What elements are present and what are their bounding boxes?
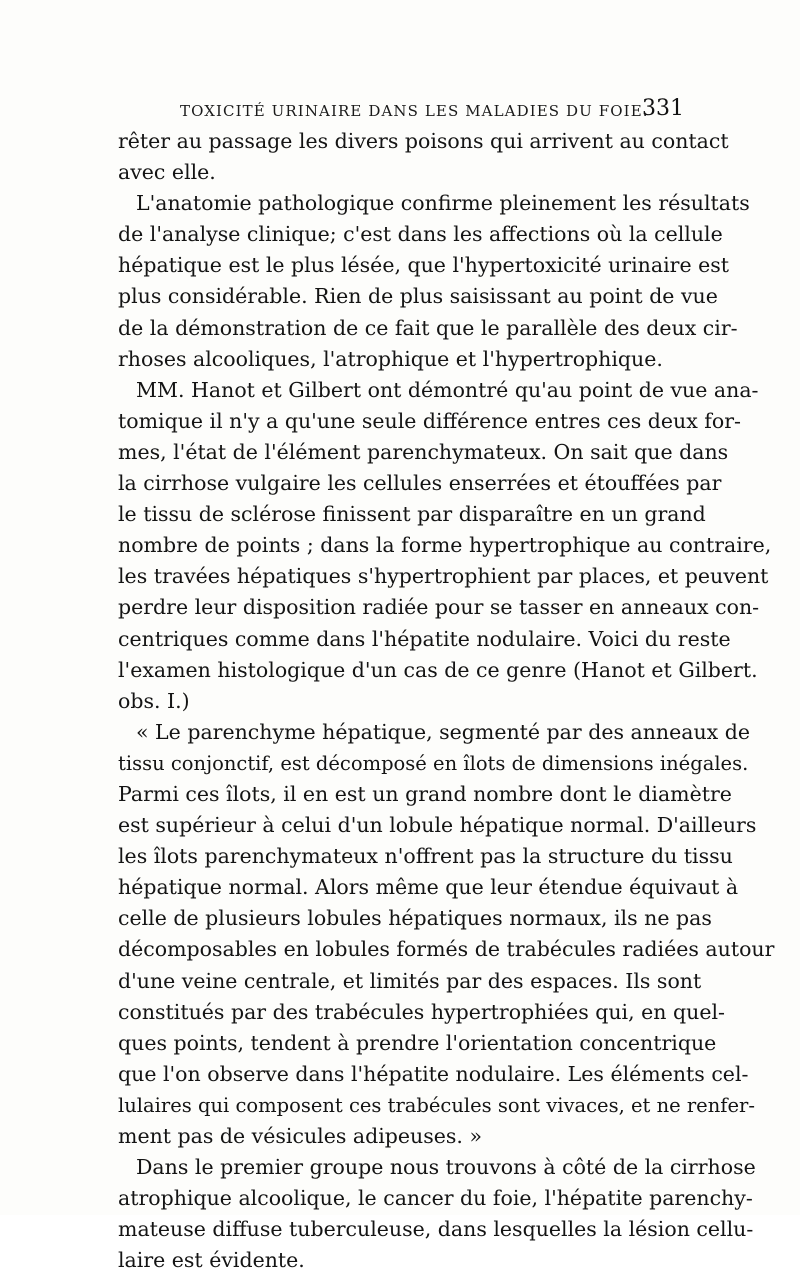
- body-text: [118, 126, 775, 1276]
- text-line: Dans le premier groupe nous trouvons à côté de la cirrhose: [136, 1155, 756, 1180]
- text-line: MM. Hanot et Gilbert ont démontré qu'au point de vue ana-: [136, 377, 759, 402]
- text-line: de l'analyse clinique; c'est dans les affections où la cellule: [118, 222, 723, 247]
- page-number: 331: [642, 96, 684, 121]
- running-title: TOXICITÉ URINAIRE DANS LES MALADIES DU FOIE.: [180, 102, 649, 120]
- text-line: d'une veine centrale, et limités par des espaces. Ils sont: [118, 968, 702, 993]
- text-line: rhoses alcooliques, l'atrophique et l'hypertrophique.: [118, 346, 663, 371]
- text-line: mateuse diffuse tuberculeuse, dans lesquelles la lésion cellu-: [118, 1217, 754, 1242]
- text-line: décomposables en lobules formés de trabécules radiées autour: [118, 937, 775, 962]
- text-line: les îlots parenchymateux n'offrent pas la structure du tissu: [118, 844, 733, 869]
- text-line: Parmi ces îlots, il en est un grand nombre dont le diamètre: [118, 781, 732, 806]
- text-line: « Le parenchyme hépatique, segmenté par des anneaux de: [136, 719, 751, 744]
- text-line: L'anatomie pathologique confirme pleinement les résultats: [136, 191, 750, 216]
- text-line: l'examen histologique d'un cas de ce genre (Hanot et Gilbert.: [118, 657, 758, 682]
- text-line: constitués par des trabécules hypertrophiées qui, en quel-: [118, 999, 725, 1024]
- text-line: atrophique alcoolique, le cancer du foie, l'hépatite parenchy-: [118, 1186, 753, 1211]
- text-line: laire est évidente.: [118, 1248, 305, 1273]
- text-line: tomique il n'y a qu'une seule différence entres ces deux for-: [118, 408, 741, 433]
- text-line: tissu conjonctif, est décomposé en îlots de dimensions inégales.: [118, 751, 749, 775]
- text-line: nombre de points ; dans la forme hypertrophique au contraire,: [118, 533, 772, 558]
- text-line: le tissu de sclérose finissent par disparaître en un grand: [118, 502, 706, 527]
- text-line: hépatique est le plus lésée, que l'hypertoxicité urinaire est: [118, 253, 729, 278]
- text-line: la cirrhose vulgaire les cellules enserrées et étouffées par: [118, 471, 722, 496]
- text-line: de la démonstration de ce fait que le parallèle des deux cir-: [118, 315, 738, 340]
- text-line: celle de plusieurs lobules hépatiques normaux, ils ne pas: [118, 906, 712, 931]
- text-line: plus considérable. Rien de plus saisissant au point de vue: [118, 284, 718, 309]
- text-line: obs. I.): [118, 688, 190, 713]
- text-line: avec elle.: [118, 160, 216, 185]
- text-line: rêter au passage les divers poisons qui arrivent au contact: [118, 129, 729, 153]
- page-header: [118, 96, 684, 126]
- text-line: centriques comme dans l'hépatite nodulaire. Voici du reste: [118, 626, 731, 651]
- text-line: ment pas de vésicules adipeuses. »: [118, 1124, 482, 1148]
- text-line: est supérieur à celui d'un lobule hépatique normal. D'ailleurs: [118, 813, 757, 838]
- text-line: que l'on observe dans l'hépatite nodulaire. Les éléments cel-: [118, 1061, 749, 1086]
- text-line: lulaires qui composent ces trabécules sont vivaces, et ne renfer-: [118, 1093, 755, 1117]
- text-line: perdre leur disposition radiée pour se tasser en anneaux con-: [118, 595, 760, 620]
- text-line: les travées hépatiques s'hypertrophient par places, et peuvent: [118, 564, 769, 589]
- text-line: hépatique normal. Alors même que leur étendue équivaut à: [118, 875, 739, 900]
- text-line: mes, l'état de l'élément parenchymateux. On sait que dans: [118, 439, 729, 464]
- text-line: ques points, tendent à prendre l'orientation concentrique: [118, 1030, 717, 1055]
